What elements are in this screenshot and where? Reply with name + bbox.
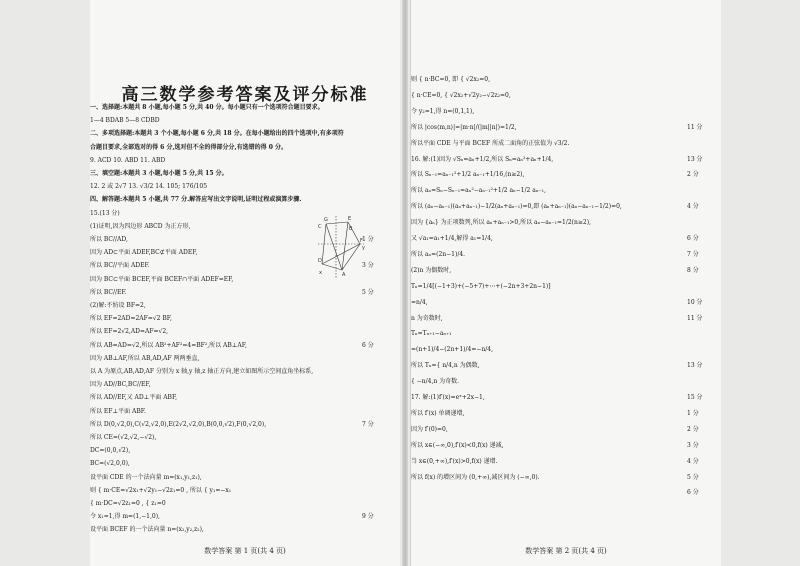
answer-line: 所以 (aₙ−aₙ₋₁)(aₙ+aₙ₋₁)−1/2(aₙ+aₙ₋₁)=0,即 (aₙ+aₙ₋₁)(aₙ−aₙ₋₁−1/2)=0, [411,203,622,211]
score-mark: 11 分 [687,123,703,131]
score-mark: 2 分 [687,171,699,179]
answer-line: 令 y₂=1,得 n=(0,1,1), [411,107,475,115]
answer-line: 12. 2 或 2√7 13. √3/2 14. 105; 176/105 [90,183,208,191]
answer-line: Tₙ=Tₙ₊₁−aₙ₊₁ [411,330,452,338]
answer-line: 所以 D(0,√2,0),C(√2,√2,0),E(2√2,√2,0),B(0,0,√2),F(0,√2,0), [90,420,267,428]
answer-line: 一、选择题:本题共 8 小题,每小题 5 分,共 40 分。每小题只有一个选项符合题目要求。 [90,104,324,111]
score-mark: 7 分 [362,420,374,428]
answer-line: 二、多项选择题:本题共 3 个小题,每小题 6 分,共 18 分。在每小题给出的四个选项中,有多项符 [90,130,344,138]
score-mark: 10 分 [687,298,703,306]
score-mark: 4 分 [687,457,699,465]
answer-line: 所以 AD//EF,又 AD⊥平面 ABF, [90,394,178,402]
geometry-figure [318,216,364,278]
answer-line: 所以 f(x) 的增区间为 (0,+∞),减区间为 (−∞,0). [411,473,540,481]
score-mark: 8 分 [687,266,699,274]
answer-line: =(n+1)/4−(2n+1)/4=−n/4, [411,346,493,354]
answer-line: 所以 x∈(−∞,0),f′(x)<0,f(x) 递减, [411,441,504,449]
answer-line: 9. ACD 10. ABD 11. ABD [90,156,166,164]
answer-line: 所以 |cos⟨m,n⟩|=|m·n|/(|m||n|)=1/2, [411,123,517,131]
answer-line: 所以 CE=(√2,√2,−√2), [90,434,157,441]
answer-line: 合题目要求,全部选对的得 6 分,选对但不全的得部分分,有选错的得 0 分。 [90,143,287,151]
answer-line: 则 { m·CE=√2x₁+√2y₁−√2z₁=0 , 所以 { y₁=−x₁ [90,486,232,494]
answer-line: 15.(13 分) [90,209,120,217]
score-mark: 3 分 [362,262,374,270]
answer-line: 所以 BC//EF. [90,288,127,296]
answer-line: 三、填空题:本题共 3 小题,每小题 5 分,共 15 分。 [90,170,228,177]
answer-line: { n·CE=0, { √2x₂+√2y₂−√2z₂=0, [411,91,511,99]
score-mark: 15 分 [687,394,703,401]
answer-line: (1)证明,因为四边形 ABCD 为正方形, [90,222,191,230]
score-mark: 1 分 [687,409,699,417]
score-mark: 6 分 [362,341,374,349]
answer-line: (2)解:不妨设 BF=2, [90,302,146,309]
answer-line: 所以 EF⊥平面 ABF. [90,407,146,415]
answer-line: DC=(0,0,√2), [90,447,131,455]
answer-line: 所以 EF=2AD=2AF=√2 BF, [90,315,172,323]
score-mark: 7 分 [687,250,699,258]
answer-line: =n/4, [411,298,428,306]
answer-line: 所以 EF=2√2,AD=AF=√2, [90,328,169,336]
page-fold [402,0,408,566]
answer-line: { −n/4,n 为奇数. [411,378,460,386]
answer-line: 所以 BC//AD, [90,236,128,243]
figure-label: E [348,216,352,222]
answer-line: 令 x₁=1,得 m=(1,−1,0), [90,513,160,521]
answer-page-2 [410,0,721,566]
answer-line: 因为 {aₙ} 为正项数列,所以 aₙ+aₙ₋₁>0,所以 aₙ−aₙ₋₁=1/2(n≥2), [411,219,591,227]
answer-line: 所以 aₙ=Sₙ−Sₙ₋₁=aₙ²−aₙ₋₁²+1/2 aₙ−1/2 aₙ₋₁, [411,187,546,195]
answer-line: 因为 AB⊥AF,所以 AB,AD,AF 两两垂直, [90,354,200,362]
score-mark: 5 分 [362,288,374,296]
answer-line: 则 { n·BC=0, 即 { √2x₂=0, [411,76,490,83]
figure-label: y [362,245,365,251]
answer-line: 设平面 CDE 的一个法向量 m=(x₁,y₁,z₁), [90,473,202,481]
answer-line: 所以 Tₙ={ n/4,n 为偶数, [411,362,480,370]
score-mark: 9 分 [362,513,374,521]
answer-line: 所以 AB=AD=√2,所以 AB²+AF²=4=BF²,所以 AB⊥AF, [90,341,247,349]
answer-line: 所以 BC//平面 ADEF. [90,262,150,270]
answer-line: 四、解答题:本题共 5 小题,共 77 分.解答应写出文字说明,证明过程或演算步骤. [90,196,302,204]
answer-line: 17. 解:(1)f′(x)=eˣ+2x−1, [411,394,485,401]
answer-page-1 [90,0,400,566]
page-title: 高三数学参考答案及评分标准 [121,85,369,105]
page-footer: 数学答案 第 2 页(共 4 页) [525,547,607,555]
figure-label: C [318,224,322,230]
page-footer: 数学答案 第 1 页(共 4 页) [204,547,286,555]
answer-line: BC=(√2,0,0), [90,460,130,468]
score-mark: 2 分 [687,425,699,433]
answer-line: 因为 BC⊂平面 BCEF,平面 BCEF∩平面 ADEF=EF, [90,275,234,283]
figure-label: F [360,238,363,244]
answer-line: 所以 Sₙ₋₁=aₙ₋₁²+1/2 aₙ₋₁+1/16,(n≥2), [411,171,525,179]
figure-label: G [324,217,328,223]
answer-line: 因为 f′(0)=0, [411,425,448,433]
figure-label: D [318,258,322,264]
score-mark: 6 分 [687,235,699,242]
score-mark: 1 分 [362,236,374,243]
score-mark: 11 分 [687,314,703,322]
answer-line: 所以 f′(x) 单调递增, [411,409,465,417]
answer-line: 所以平面 CDE 与平面 BCEF 所成二面角的正弦值为 √3/2. [411,139,570,147]
answer-line: Tₙ=1/4[(−1+3)+(−5+7)+⋯+(−2n+3+2n−1)] [411,282,551,290]
figure-label: A [342,272,346,278]
answer-line: 又 √a₁=a₁+1/4,解得 a₁=1/4, [411,235,493,242]
answer-line: 所以 aₙ=(2n−1)/4. [411,250,466,258]
answer-line: 1—4 BDAB 5—8 CDBD [90,117,160,125]
answer-line: (2)n 为偶数时, [411,266,452,274]
score-mark: 5 分 [687,473,699,481]
answer-line: 当 x∈(0,+∞),f′(x)>0,f(x) 递增. [411,457,498,465]
score-mark: 4 分 [687,203,699,211]
score-mark: 13 分 [687,362,703,370]
answer-line: 设平面 BCEF 的一个法向量 n=(x₂,y₂,z₂), [90,526,204,534]
score-mark: 3 分 [687,441,699,449]
figure-label: x [319,270,322,276]
figure-label: B [349,226,353,232]
answer-line: 因为 AD⊂平面 ADEF,BC⊄平面 ADEF, [90,249,198,257]
answer-line: n 为奇数时, [411,314,443,322]
score-mark: 13 分 [687,155,703,163]
score-mark: 6 分 [687,489,699,497]
answer-line: 以 A 为原点,AB,AD,AF 分别为 x 轴,y 轴,z 轴正方向,建立如图所示空间直角坐标系, [90,368,314,375]
answer-line: { m·DC=√2z₁=0 , { z₁=0 [90,500,166,507]
answer-line: 16. 解:(1)因为 √Sₙ=aₙ+1/2,所以 Sₙ=aₙ²+aₙ+1/4, [411,155,554,163]
answer-line: 因为 AD//BC,BC//EF, [90,381,151,389]
